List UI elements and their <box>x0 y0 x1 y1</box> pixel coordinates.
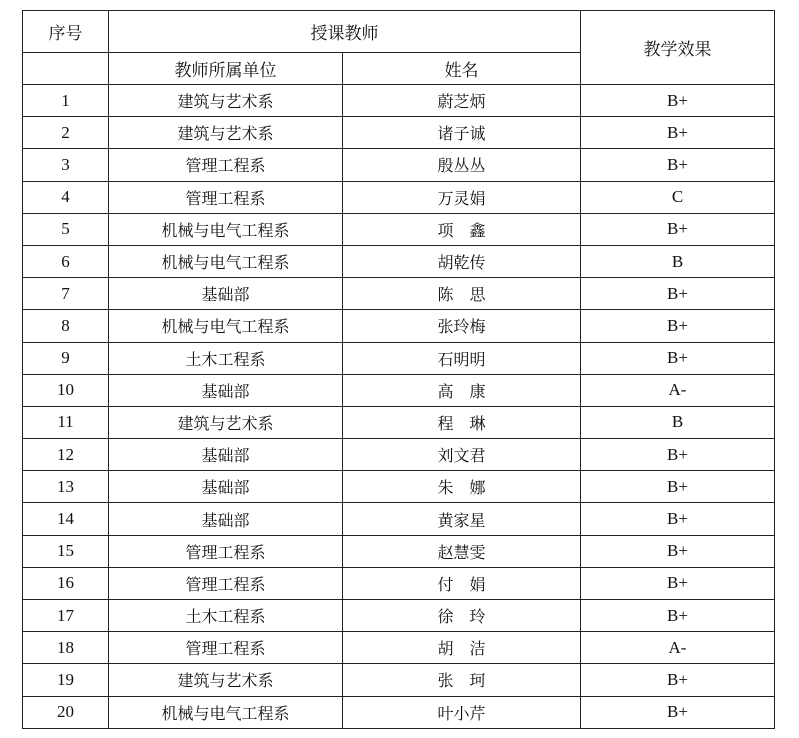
header-name: 姓名 <box>343 53 581 85</box>
row-effect-cell: B+ <box>581 342 775 374</box>
row-department-cell: 建筑与艺术系 <box>109 406 343 438</box>
row-index-cell: 16 <box>23 567 109 599</box>
row-effect-cell: B+ <box>581 213 775 245</box>
row-effect-cell: B+ <box>581 278 775 310</box>
row-effect-cell: A- <box>581 632 775 664</box>
row-index-cell: 14 <box>23 503 109 535</box>
row-effect-cell: B+ <box>581 117 775 149</box>
row-department-cell: 建筑与艺术系 <box>109 85 343 117</box>
table-row <box>23 567 775 599</box>
row-department-cell: 土木工程系 <box>109 342 343 374</box>
table-row <box>23 310 775 342</box>
table-row <box>23 342 775 374</box>
row-department-cell: 机械与电气工程系 <box>109 213 343 245</box>
row-name-cell: 陈 思 <box>343 278 581 310</box>
row-effect-cell: B+ <box>581 439 775 471</box>
row-department-cell: 管理工程系 <box>109 632 343 664</box>
row-department-cell: 基础部 <box>109 278 343 310</box>
row-name-cell: 黄家星 <box>343 503 581 535</box>
row-department-cell: 基础部 <box>109 439 343 471</box>
row-index-cell: 2 <box>23 117 109 149</box>
row-department-cell: 管理工程系 <box>109 149 343 181</box>
row-name-cell: 赵慧雯 <box>343 535 581 567</box>
row-index-cell: 6 <box>23 245 109 277</box>
table-row <box>23 181 775 213</box>
row-effect-cell: B+ <box>581 567 775 599</box>
table-row <box>23 374 775 406</box>
row-effect-cell: B+ <box>581 310 775 342</box>
row-name-cell: 诸子诚 <box>343 117 581 149</box>
table-row <box>23 149 775 181</box>
row-index-cell: 18 <box>23 632 109 664</box>
row-department-cell: 建筑与艺术系 <box>109 117 343 149</box>
header-teacher-group: 授课教师 <box>109 11 581 53</box>
header-index-blank <box>23 53 109 85</box>
row-name-cell: 朱 娜 <box>343 471 581 503</box>
row-name-cell: 石明明 <box>343 342 581 374</box>
row-effect-cell: C <box>581 181 775 213</box>
table-row <box>23 503 775 535</box>
row-effect-cell: B+ <box>581 696 775 728</box>
row-name-cell: 胡乾传 <box>343 245 581 277</box>
table-row <box>23 278 775 310</box>
row-effect-cell: B+ <box>581 664 775 696</box>
table-row <box>23 696 775 728</box>
header-index: 序号 <box>23 11 109 53</box>
row-department-cell: 机械与电气工程系 <box>109 310 343 342</box>
row-effect-cell: B+ <box>581 85 775 117</box>
row-name-cell: 胡 洁 <box>343 632 581 664</box>
row-effect-cell: B+ <box>581 149 775 181</box>
row-department-cell: 管理工程系 <box>109 567 343 599</box>
table-row <box>23 213 775 245</box>
row-name-cell: 项 鑫 <box>343 213 581 245</box>
row-department-cell: 基础部 <box>109 471 343 503</box>
row-department-cell: 基础部 <box>109 374 343 406</box>
row-index-cell: 10 <box>23 374 109 406</box>
row-name-cell: 叶小芹 <box>343 696 581 728</box>
row-index-cell: 13 <box>23 471 109 503</box>
row-name-cell: 高 康 <box>343 374 581 406</box>
table-header <box>23 11 775 85</box>
table-row <box>23 535 775 567</box>
row-name-cell: 张玲梅 <box>343 310 581 342</box>
row-effect-cell: A- <box>581 374 775 406</box>
row-name-cell: 张 珂 <box>343 664 581 696</box>
table-row <box>23 600 775 632</box>
table-row <box>23 632 775 664</box>
table-row <box>23 245 775 277</box>
row-index-cell: 4 <box>23 181 109 213</box>
table-row <box>23 85 775 117</box>
row-name-cell: 程 琳 <box>343 406 581 438</box>
table-row <box>23 471 775 503</box>
row-index-cell: 1 <box>23 85 109 117</box>
row-department-cell: 机械与电气工程系 <box>109 245 343 277</box>
table-row <box>23 664 775 696</box>
row-department-cell: 管理工程系 <box>109 535 343 567</box>
row-name-cell: 殷丛丛 <box>343 149 581 181</box>
row-effect-cell: B <box>581 245 775 277</box>
row-index-cell: 15 <box>23 535 109 567</box>
table-body <box>23 85 775 729</box>
row-index-cell: 20 <box>23 696 109 728</box>
row-index-cell: 11 <box>23 406 109 438</box>
row-effect-cell: B+ <box>581 600 775 632</box>
teaching-evaluation-table <box>22 10 775 729</box>
row-index-cell: 9 <box>23 342 109 374</box>
table-row <box>23 406 775 438</box>
row-index-cell: 17 <box>23 600 109 632</box>
row-effect-cell: B+ <box>581 503 775 535</box>
evaluation-table-container <box>22 10 775 729</box>
row-department-cell: 建筑与艺术系 <box>109 664 343 696</box>
row-index-cell: 8 <box>23 310 109 342</box>
row-department-cell: 管理工程系 <box>109 181 343 213</box>
row-department-cell: 机械与电气工程系 <box>109 696 343 728</box>
row-name-cell: 刘文君 <box>343 439 581 471</box>
header-effect: 教学效果 <box>581 11 775 85</box>
row-department-cell: 基础部 <box>109 503 343 535</box>
table-row <box>23 439 775 471</box>
table-row <box>23 117 775 149</box>
row-index-cell: 19 <box>23 664 109 696</box>
header-department: 教师所属单位 <box>109 53 343 85</box>
row-department-cell: 土木工程系 <box>109 600 343 632</box>
row-index-cell: 7 <box>23 278 109 310</box>
row-effect-cell: B <box>581 406 775 438</box>
row-effect-cell: B+ <box>581 471 775 503</box>
row-name-cell: 付 娟 <box>343 567 581 599</box>
row-name-cell: 蔚芝炳 <box>343 85 581 117</box>
row-index-cell: 12 <box>23 439 109 471</box>
row-index-cell: 3 <box>23 149 109 181</box>
row-index-cell: 5 <box>23 213 109 245</box>
row-name-cell: 万灵娟 <box>343 181 581 213</box>
header-row-1 <box>23 11 775 53</box>
row-effect-cell: B+ <box>581 535 775 567</box>
row-name-cell: 徐 玲 <box>343 600 581 632</box>
